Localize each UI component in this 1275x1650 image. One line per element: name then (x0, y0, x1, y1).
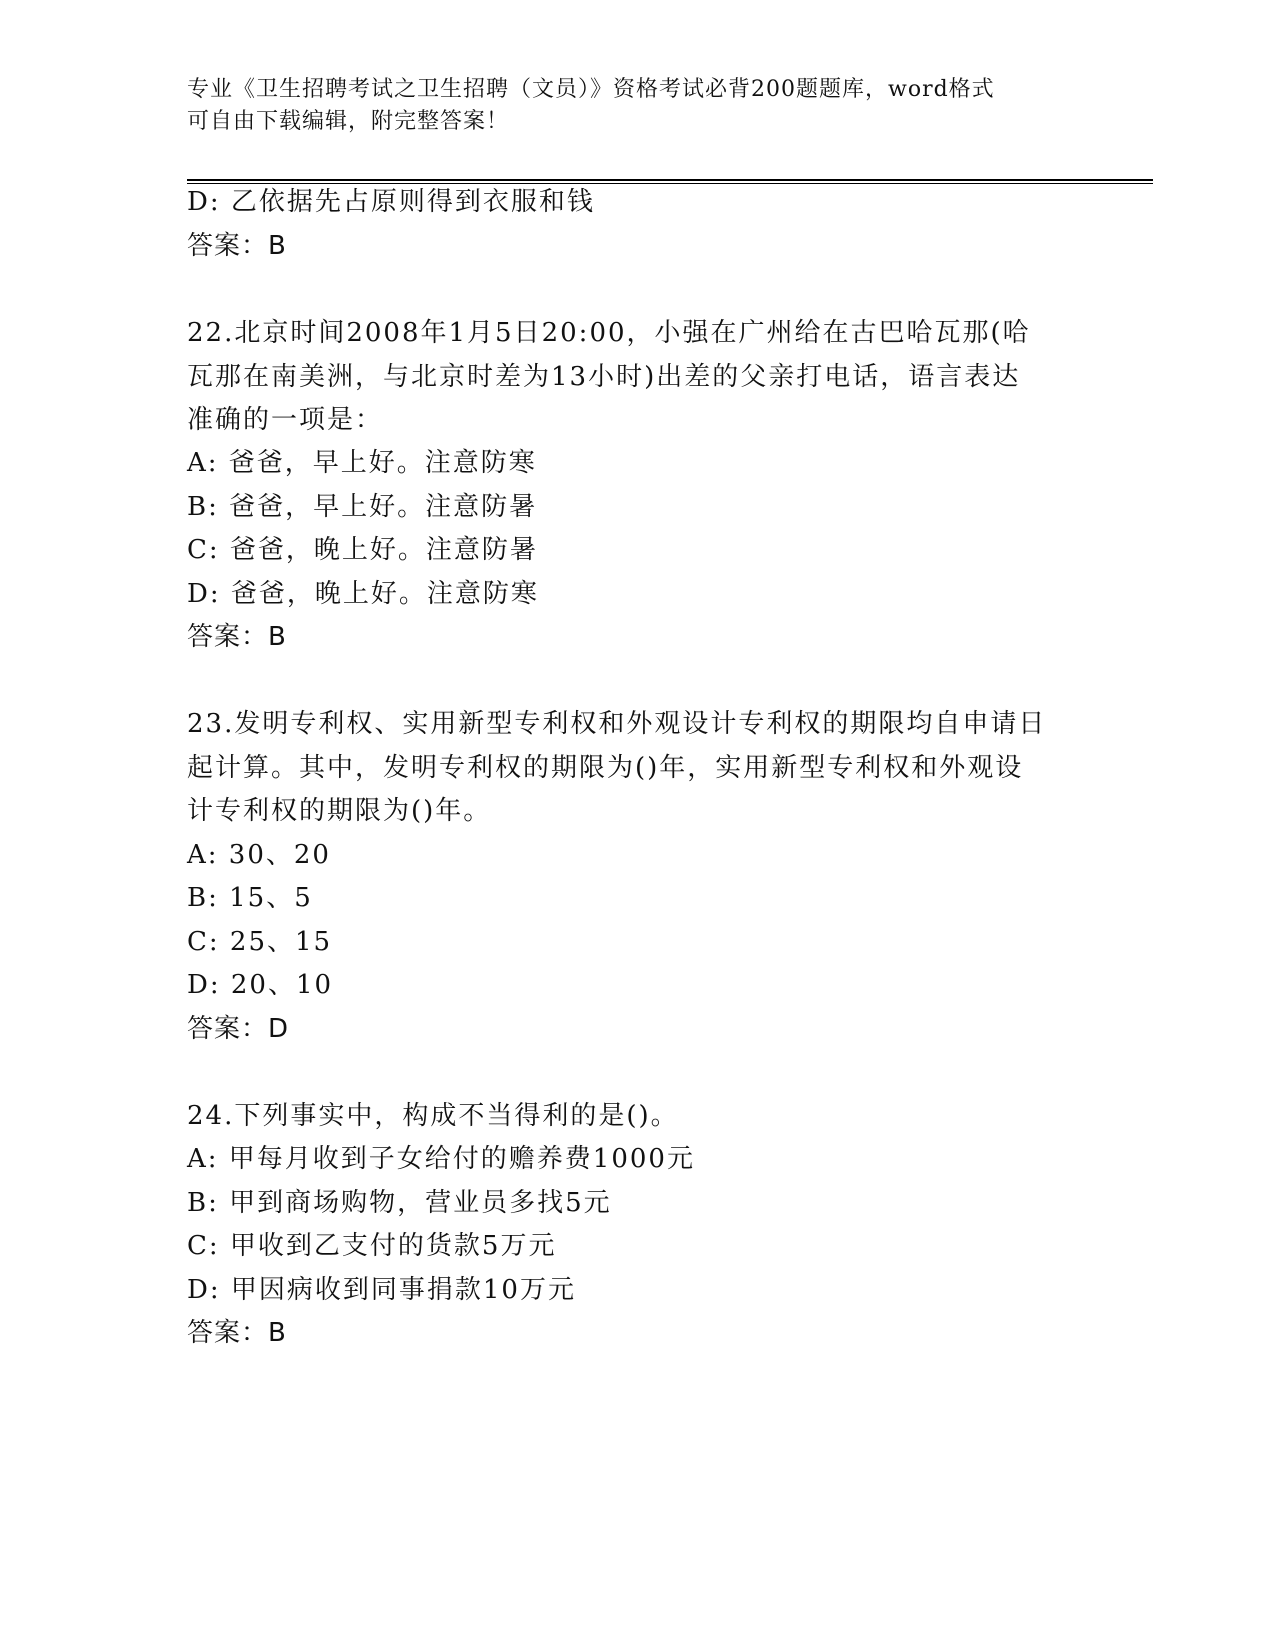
q22-option-a: A: 爸爸，早上好。注意防寒 (187, 448, 537, 478)
q24-option-a: A: 甲每月收到子女给付的赡养费1000元 (187, 1144, 695, 1174)
q23-option-b: B: 15、5 (187, 883, 313, 913)
q24-option-c: C: 甲收到乙支付的货款5万元 (187, 1231, 557, 1261)
q21-option-d: D: 乙依据先占原则得到衣服和钱 (187, 187, 595, 217)
document-header (187, 74, 1087, 138)
q24-answer: 答案：B (187, 1318, 287, 1348)
header-rule-thin (187, 183, 1153, 184)
q24-option-d: D: 甲因病收到同事捐款10万元 (187, 1275, 576, 1305)
header-line-1: 专业《卫生招聘考试之卫生招聘（文员）》资格考试必背200题题库，word格式 (187, 77, 995, 102)
q23-stem-line-3: 计专利权的期限为()年。 (187, 796, 492, 826)
q23-stem-line-1: 23.发明专利权、实用新型专利权和外观设计专利权的期限均自申请日 (187, 709, 1047, 739)
q23-option-c: C: 25、15 (187, 927, 333, 957)
q22-stem-line-3: 准确的一项是： (187, 405, 384, 435)
q22-stem-line-2: 瓦那在南美洲，与北京时差为13小时)出差的父亲打电话，语言表达 (187, 362, 1021, 392)
q22-option-d: D: 爸爸，晚上好。注意防寒 (187, 579, 539, 609)
header-rule-thick (187, 179, 1153, 181)
q23-answer: 答案：D (187, 1014, 290, 1044)
q22-option-b: B: 爸爸，早上好。注意防暑 (187, 492, 538, 522)
q22-option-c: C: 爸爸，晚上好。注意防暑 (187, 535, 538, 565)
q23-option-d: D: 20、10 (187, 970, 334, 1000)
header-line-2: 可自由下载编辑，附完整答案！ (187, 109, 510, 134)
q22-stem-line-1: 22.北京时间2008年1月5日20:00，小强在广州给在古巴哈瓦那(哈 (187, 318, 1031, 348)
q23-option-a: A: 30、20 (187, 840, 331, 870)
q23-stem-line-2: 起计算。其中，发明专利权的期限为()年，实用新型专利权和外观设 (187, 753, 1024, 783)
q24-option-b: B: 甲到商场购物，营业员多找5元 (187, 1188, 612, 1218)
q21-answer: 答案：B (187, 231, 287, 261)
q22-answer: 答案：B (187, 622, 287, 652)
q24-stem-line-1: 24.下列事实中，构成不当得利的是()。 (187, 1101, 679, 1131)
